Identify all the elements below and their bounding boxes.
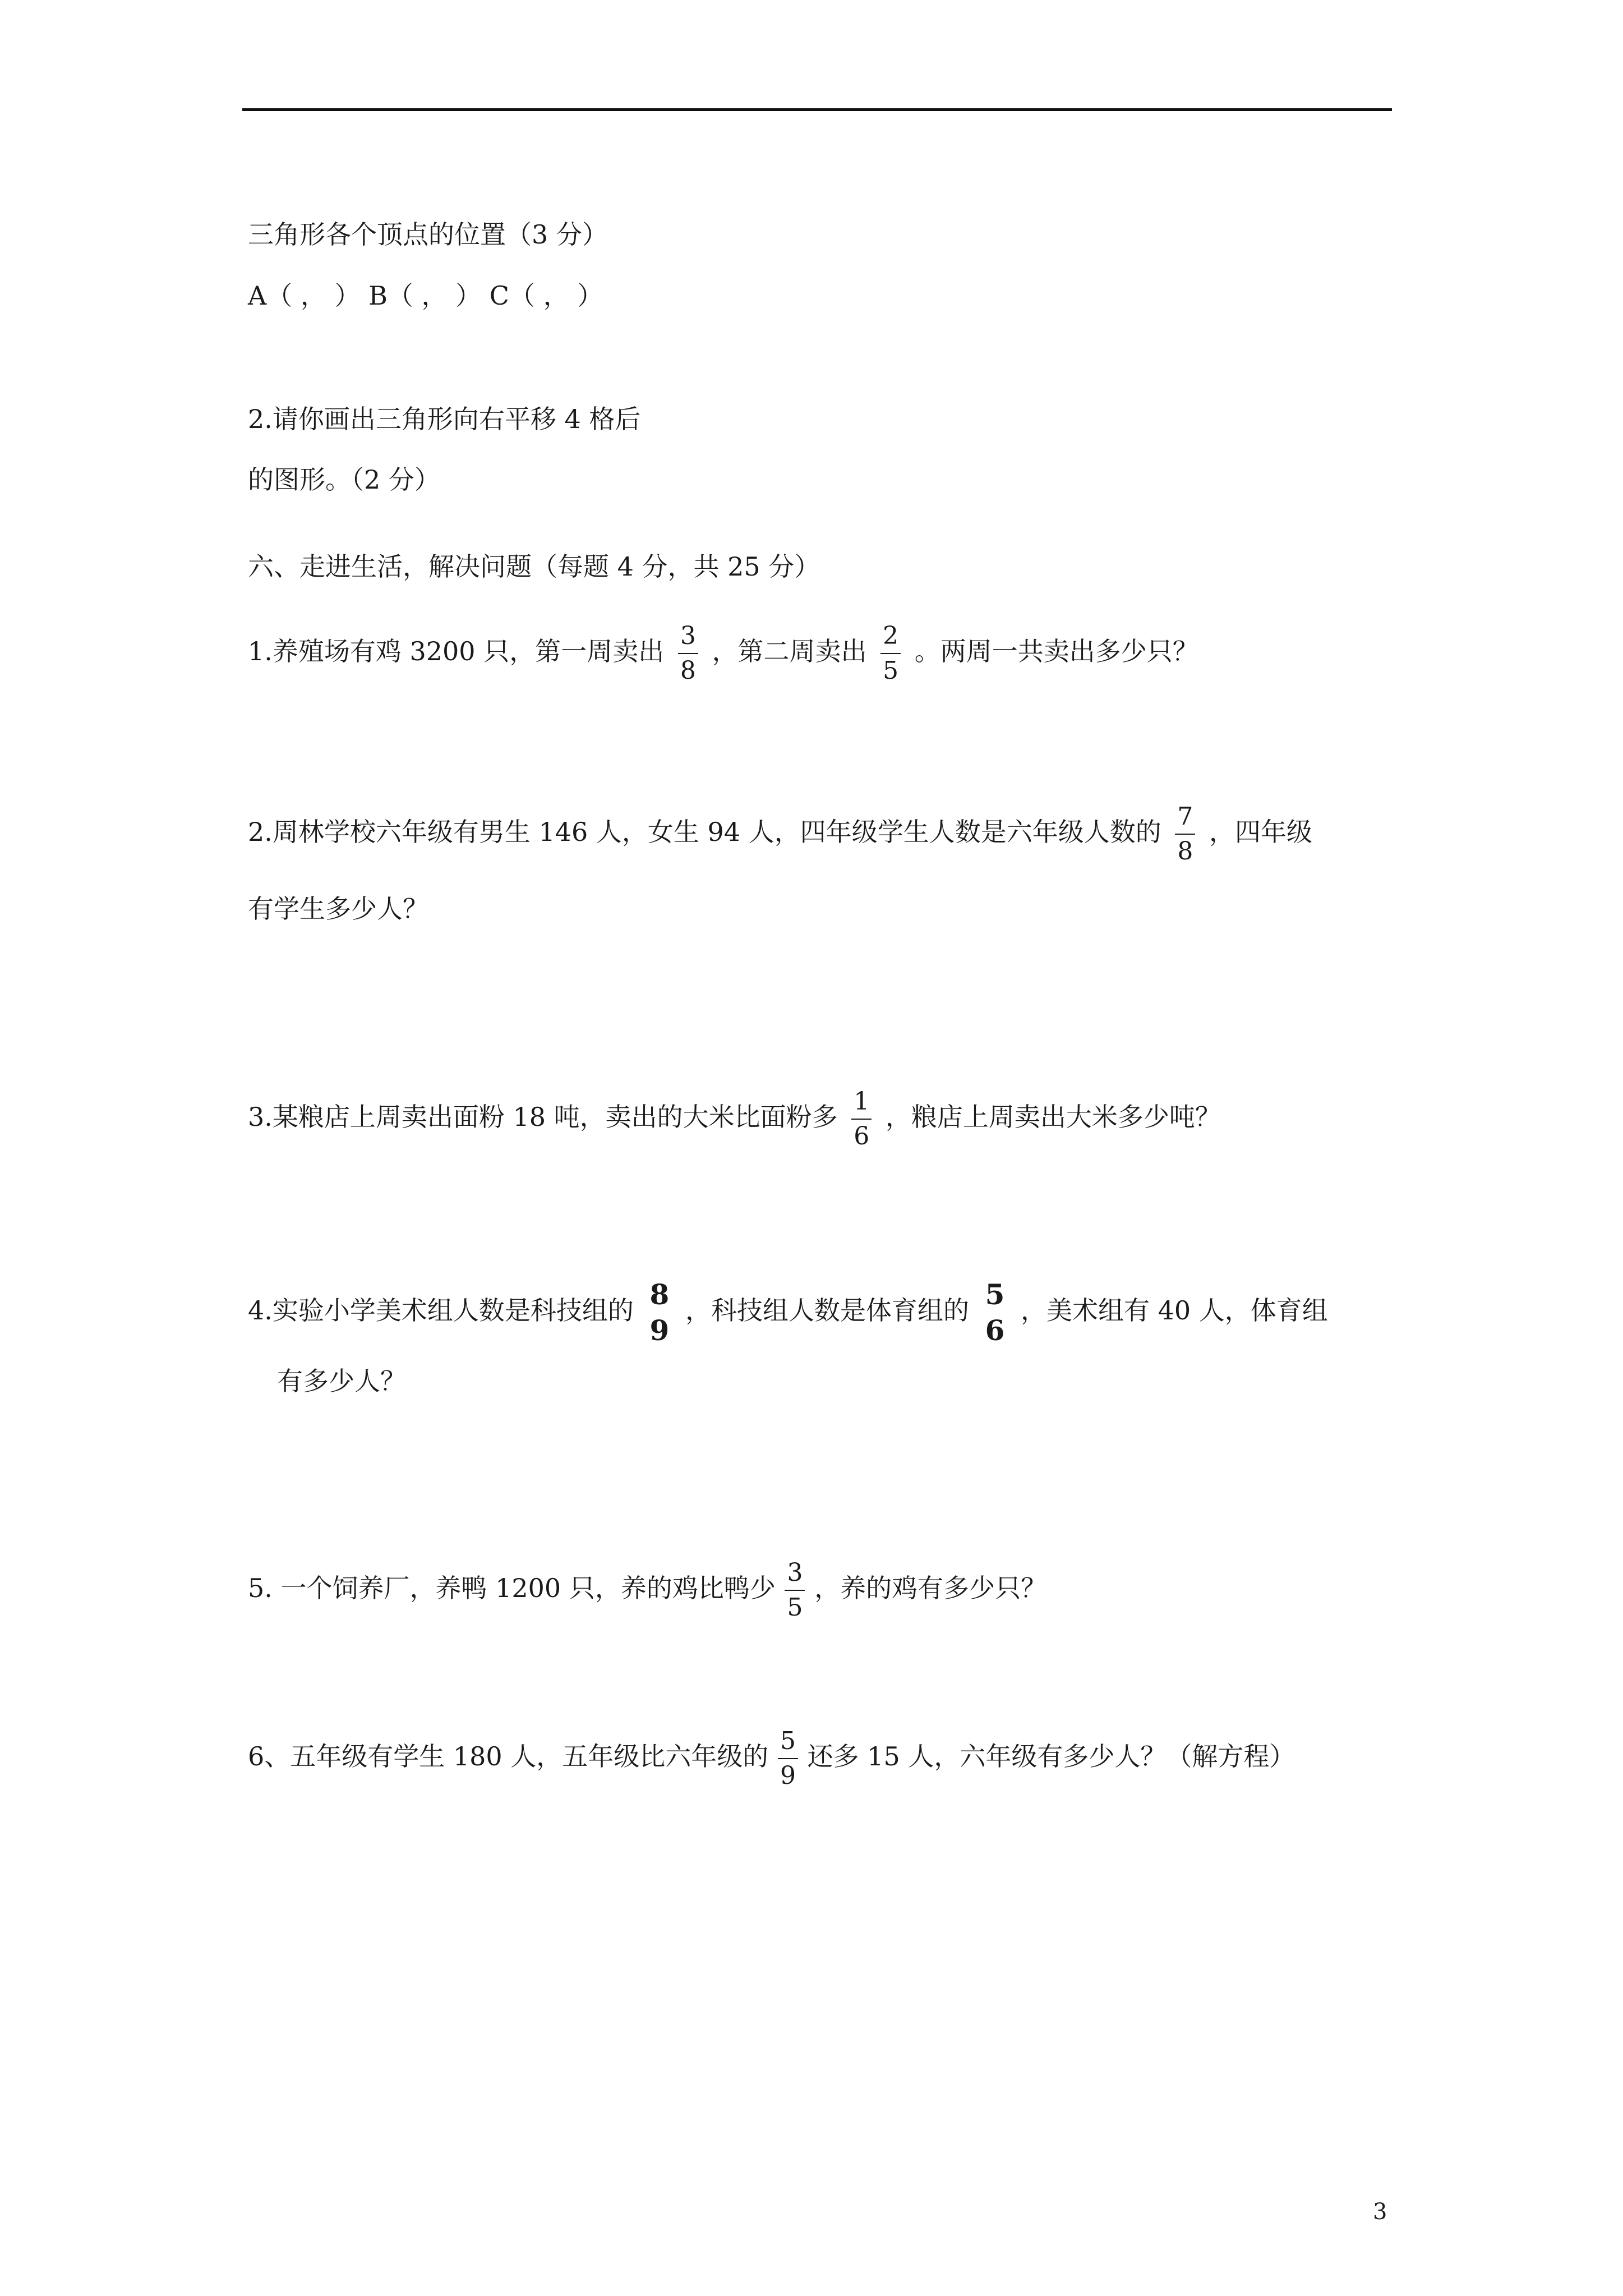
fraction-5-6: 5 6 [985, 1278, 1005, 1347]
problem-2-line-2: 有学生多少人？ [248, 894, 428, 924]
problem-3-text-b: ，粮店上周卖出大米多少吨？ [885, 1102, 1221, 1132]
problem-4-line-2: 有多少人？ [277, 1366, 406, 1396]
problem-2 [248, 804, 1312, 864]
section-heading: 六、走进生活，解决问题（每题 4 分，共 25 分） [248, 551, 820, 582]
vertices-blanks: A（ ， ） B（ ， ） C（ ， ） [248, 280, 603, 311]
problem-5-text-a: 5. 一个饲养厂，养鸭 1200 只，养的鸡比鸭少 [248, 1573, 776, 1603]
problem-5 [248, 1558, 1047, 1622]
problem-5-text-b: ，养的鸡有多少只？ [814, 1573, 1047, 1603]
problem-1-text-c: 。两周一共卖出多少只？ [914, 636, 1198, 666]
translate-line-1: 2.请你画出三角形向右平移 4 格后 [248, 404, 641, 434]
problem-6 [248, 1729, 1295, 1788]
problem-4 [248, 1278, 1328, 1347]
translate-line-2: 的图形。（2 分） [248, 464, 440, 495]
fraction-8-9: 8 9 [649, 1278, 670, 1347]
fraction-7-8: $\frac{7}{8}$ [1175, 804, 1195, 864]
problem-3-text-a: 3.某粮店上周卖出面粉 18 吨，卖出的大米比面粉多 [248, 1102, 838, 1132]
fraction-3-8: $\frac{3}{8}$ [678, 624, 698, 683]
problem-1-text-a: 1.养殖场有鸡 3200 只，第一周卖出 [248, 636, 665, 666]
problem-1 [248, 624, 1198, 683]
problem-6-text-a: 6、五年级有学生 180 人，五年级比六年级的 [248, 1741, 769, 1772]
problem-3 [248, 1089, 1221, 1149]
header-rule [242, 108, 1392, 111]
problem-2-text-a: 2.周林学校六年级有男生 146 人，女生 94 人，四年级学生人数是六年级人数的 [248, 817, 1161, 847]
fraction-2-5: $\frac{2}{5}$ [880, 624, 901, 683]
fraction-5-9: $\frac{5}{9}$ [778, 1729, 798, 1788]
page-number: 3 [1373, 2199, 1387, 2225]
fraction-1-6: $\frac{1}{6}$ [851, 1089, 872, 1149]
problem-1-text-b: ，第二周卖出 [712, 636, 867, 666]
problem-4-text-c: ，美术组有 40 人，体育组 [1020, 1295, 1328, 1326]
problem-6-text-b: 还多 15 人，六年级有多少人？（解方程） [807, 1741, 1295, 1772]
problem-2-text-b: ，四年级 [1209, 817, 1312, 847]
problem-4-text-a: 4.实验小学美术组人数是科技组的 [248, 1295, 634, 1326]
vertices-title: 三角形各个顶点的位置（3 分） [248, 219, 608, 250]
problem-4-text-b: ，科技组人数是体育组的 [685, 1295, 969, 1326]
fraction-3-5: $\frac{3}{5}$ [785, 1561, 805, 1620]
